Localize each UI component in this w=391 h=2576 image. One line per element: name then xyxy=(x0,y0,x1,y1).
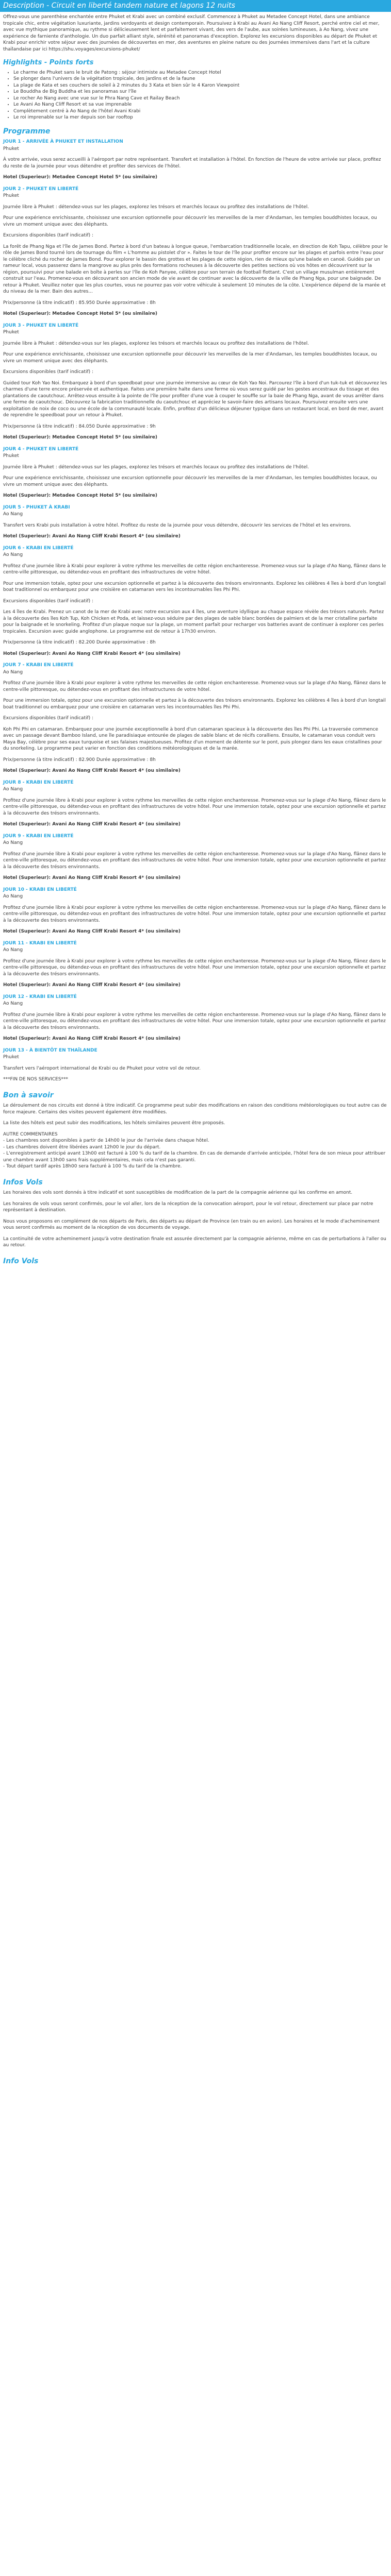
day-hotel: Hotel (Superieur): Metadee Concept Hotel 5* (ou similaire) xyxy=(3,493,158,498)
day-body xyxy=(3,905,388,924)
day-location: Phuket xyxy=(3,193,19,198)
day-location: Phuket xyxy=(3,1055,19,1060)
program-day xyxy=(3,994,388,1042)
highlight-item: • Le roi imprenable sur la mer depuis son bar rooftop xyxy=(13,114,391,121)
day-location: Ao Nang xyxy=(3,1001,23,1006)
conditions-title: AUTRE COMMENTAIRES xyxy=(3,1131,58,1137)
day-paragraph: Profitez d'une journée libre à Krabi pour explorer à votre rythme les merveilles de cette région enchanteresse. Promenez-vous sur la plage d'Ao Nang, flânez dans le centre-ville pittoresque, ou détendez-vous en profitant des infrastructures de votre hôtel. Pour une immersion totale, optez pour une excursion optionnelle et partez à la découverte des trésors environnants. xyxy=(3,798,386,816)
day-paragraph: Pour une expérience enrichissante, choisissez une excursion optionnelle pour découvrir les merveilles de la mer d'Andaman, les temples bouddhistes locaux, ou vivre un moment unique avec des éléphants. xyxy=(3,352,377,364)
day-title: JOUR 3 - PHUKET EN LIBERTÉ xyxy=(3,323,79,328)
day-location: Ao Nang xyxy=(3,669,23,675)
day-body xyxy=(3,1012,388,1031)
day-title: JOUR 5 - PHUKET À KRABI xyxy=(3,504,70,510)
program-day xyxy=(3,323,388,441)
day-title: JOUR 6 - KRABI EN LIBERTÉ xyxy=(3,545,74,551)
program-day xyxy=(3,545,388,657)
day-hotel: Hotel (Superieur): Metadee Concept Hotel 5* (ou similaire) xyxy=(3,435,158,440)
condition-item: - L'enregistrement anticipé avant 13h00 est facturé à 100 % du tarif de la chambre. En cas de demande d'arrivée anticipée, l'hôtel fera de son mieux pour attribuer une chambre avant 13h00 sans frais supplémentaires, mais cela n'est pas garanti. xyxy=(3,1151,386,1163)
program-day xyxy=(3,504,388,540)
day-title: JOUR 12 - KRABI EN LIBERTÉ xyxy=(3,994,77,999)
description-section xyxy=(0,14,391,53)
day-body xyxy=(3,1065,388,1083)
day-hotel: Hotel (Superieur): Avani Ao Nang Cliff Krabi Resort 4* (ou similaire) xyxy=(3,768,181,773)
program-day xyxy=(3,662,388,774)
day-paragraph: Pour une expérience enrichissante, choisissez une excursion optionnelle pour découvrir les merveilles de la mer d'Andaman, les temples bouddhistes locaux, ou vivre un moment unique avec des éléphants. xyxy=(3,476,377,487)
highlight-item: • Le rocher Ao Nang avec une vue sur le Phra Nang Cave et Railay Beach xyxy=(13,95,391,102)
program-day xyxy=(3,887,388,935)
program-days xyxy=(0,139,391,1083)
description-text: Offrez-vous une parenthèse enchantée entre Phuket et Krabi avec un combiné exclusif. Commencez à Phuket au Metadee Concept Hotel, dans une ambiance tropicale chic, entre végétation luxuriante, jardins verdoyants et design contemporain. Poursuivez à Krabi au Avani Ao Nang Cliff Resort, perché entre ciel et mer, avec vue mythique panoramique, au rythme si délicieusement lent et parfaitement vivant, des vers de l'aube, aux soirées lumineuses, à Ao Nang, vivez une expérience de farniente d'anthologie. Un duo parfait alliant style, sérénité et panoramas d'exception. Explorez les excursions disponibles au départ de Phuket et Krabi pour enrichir votre séjour avec des journées de découvertes en mer, des aventures en pleine nature ou des journées immersives dans l'art et la culture thaïlandaise par ici https://shu.voyages/excursions-phuket/ xyxy=(3,14,380,52)
day-location: Ao Nang xyxy=(3,840,23,845)
day-location: Ao Nang xyxy=(3,512,23,517)
highlight-item: • Le Bouddha de Big Buddha et les panoramas sur l'île xyxy=(13,89,391,95)
day-paragraph: Guided tour Koh Yao Noi. Embarquez à bord d'un speedboat pour une journée immersive au cœur de Koh Yao Noi. Parcourez l'île à bord d'un tuk-tuk et découvrez les charmes d'une terre encore préservée et authentique. Faites une première halte dans une ferme où vous serez guidé par les gestes ancestraux du tissage et des plantations de caoutchouc. Arrêtez-vous ensuite à la pointe de l'île pour profiter d'une vue à couper le souffle sur la baie de Phang Nga, avant de vous arrêter dans une ferme de caoutchouc. Découvrez la fabrication traditionnelle du caoutchouc et appréciez le savoir-faire des artisans locaux. Poursuivez ensuite vers une exploitation de noix de coco ou une école de la communauté locale. Enfin, profitez d'un délicieux déjeuner typique dans un restaurant local, en bord de mer, avant de reprendre le speedboat pour un retour à Phuket. xyxy=(3,380,387,418)
day-body xyxy=(3,798,388,817)
day-paragraph: La forêt de Phang Nga et l'île de James Bond. Partez à bord d'un bateau à longue queue, l'embarcation traditionnelle locale, en direction de Koh Tapu, célèbre pour le rôle de James Bond tourné lors de tournage du film « L'homme au pistolet d'or ». Faites le tour de l'île pour profiter encore sur les plages et parfois entre l'eau pour le célèbre cliché du rocher de James Bond. Pour explorer le bassin des grottes et les plages de cette région, rien de mieux qu'une balade en canoë. Guidés par un rameur local, vous passerez dans la mangrove au plus près des formations rocheuses à la découverte des petites sections où vos hôtes en découvrirent sur la région, poursuivi pour une balade en boîte à perles sur l'île de Koh Panyee, célèbre pour son terrain de football flottant. C'est un village musulman entièrement construit sur l'eau. Promenez-vous en découvrant son ancien mode de vie avant de continuer avec la découverte de la ville de Phang Nga, pour une baignade. De retour à Phuket. Veuillez noter que les plus courtes, vous ne pourrez pas voir votre véhicule à seulement 10 minutes de la côte. L'expérience dépend de la marée et du niveau de la mer. Bain des autres... xyxy=(3,244,388,294)
day-location: Phuket xyxy=(3,146,19,151)
day-body xyxy=(3,563,388,646)
day-paragraph: Profitez d'une journée libre à Krabi pour explorer à votre rythme les merveilles de cette région enchanteresse. Promenez-vous sur la plage d'Ao Nang, flânez dans le centre-ville pittoresque, ou détendez-vous en profitant des infrastructures de votre hôtel. Pour une immersion totale, optez pour une excursion optionnelle et partez à la découverte des trésors environnants. xyxy=(3,958,386,977)
program-day xyxy=(3,446,388,499)
day-body xyxy=(3,958,388,978)
day-paragraph: Journée libre à Phuket : détendez-vous sur les plages, explorez les trésors et marchés locaux ou profitez des installations de l'hôtel. xyxy=(3,464,309,470)
day-paragraph: Profitez d'une journée libre à Krabi pour explorer à votre rythme les merveilles de cette région enchanteresse. Promenez-vous sur la plage d'Ao Nang, flânez dans le centre-ville pittoresque, ou détendez-vous en profitant des infrastructures de votre hôtel. xyxy=(3,563,386,575)
conditions-list xyxy=(3,1131,388,1170)
day-paragraph: Transfert vers l'aéroport international de Krabi ou de Phuket pour votre vol de retour. xyxy=(3,1065,201,1071)
day-title: JOUR 1 - ARRIVÉE À PHUKET ET INSTALLATION xyxy=(3,139,123,144)
day-paragraph: Pour une immersion totale, optez pour une excursion optionnelle et partez à la découverte des trésors environnants. Explorez les célèbres 4 îles à bord d'un longtail boat traditionnel ou embarquez pour une croisière en catamaran vers les incontournables îles Phi Phi. xyxy=(3,581,386,592)
day-body xyxy=(3,341,388,430)
program-day xyxy=(3,1047,388,1083)
day-paragraph: Excursions disponibles (tarif indicatif) : xyxy=(3,233,94,238)
day-paragraph: Pour une immersion totale, optez pour une excursion optionnelle et partez à la découverte des trésors environnants. Explorez les célèbres 4 îles à bord d'un longtail boat traditionnel ou embarquez pour une croisière en catamaran vers les incontournables îles Phi Phi. xyxy=(3,698,386,710)
bon-a-savoir-section xyxy=(0,1103,391,1170)
day-location: Ao Nang xyxy=(3,552,23,557)
day-body xyxy=(3,851,388,871)
day-body xyxy=(3,522,388,529)
highlights-list xyxy=(8,70,391,121)
day-paragraph: Pour une expérience enrichissante, choisissez une excursion optionnelle pour découvrir les merveilles de la mer d'Andaman, les temples bouddhistes locaux, ou vivre un moment unique avec des éléphants. xyxy=(3,215,377,227)
day-hotel: Hotel (Superieur): Avani Ao Nang Cliff Krabi Resort 4* (ou similaire) xyxy=(3,1036,181,1041)
day-paragraph: ***FIN DE NOS SERVICES*** xyxy=(3,1077,68,1082)
day-hotel: Hotel (Superieur): Avani Ao Nang Cliff Krabi Resort 4* (ou similaire) xyxy=(3,982,181,988)
day-location: Phuket xyxy=(3,453,19,459)
program-day xyxy=(3,139,388,181)
day-body xyxy=(3,204,388,307)
highlights-title: Highlights - Points forts xyxy=(3,59,94,66)
day-hotel: Hotel (Superieur): Metadee Concept Hotel 5* (ou similaire) xyxy=(3,311,158,316)
day-paragraph: Profitez d'une journée libre à Krabi pour explorer à votre rythme les merveilles de cette région enchanteresse. Promenez-vous sur la plage d'Ao Nang, flânez dans le centre-ville pittoresque, ou détendez-vous en profitant des infrastructures de votre hôtel. Pour une immersion totale, optez pour une excursion optionnelle et partez à la découverte des trésors environnants. xyxy=(3,851,386,870)
day-title: JOUR 11 - KRABI EN LIBERTÉ xyxy=(3,940,77,946)
day-paragraph: Profitez d'une journée libre à Krabi pour explorer à votre rythme les merveilles de cette région enchanteresse. Promenez-vous sur la plage d'Ao Nang, flânez dans le centre-ville pittoresque, ou détendez-vous en profitant des infrastructures de votre hôtel. xyxy=(3,681,386,692)
day-title: JOUR 9 - KRABI EN LIBERTÉ xyxy=(3,833,74,839)
day-paragraph: Journée libre à Phuket : détendez-vous sur les plages, explorez les trésors et marchés locaux ou profitez des installations de l'hôtel. xyxy=(3,341,309,346)
highlight-item: • Se plonger dans l'univers de la végétation tropicale, des jardins et de la faune xyxy=(13,76,391,82)
day-paragraph: Koh Phi Phi en catamaran. Embarquez pour une journée exceptionnelle à bord d'un catamaran spacieux à la découverte des îles Phi Phi. La traversée commence avec un passage devant Bamboo Island, une île paradisiaque entourée de plages de sable blanc et de récifs coralliens. Ensuite, le catamaran vous conduit vers Maya Bay, célèbre pour ses eaux turquoise et ses falaises majestueuses. Profitez d'un moment de détente sur le pont, puis plongez dans les eaux cristallines pour du snorkeling. Le programme peut varier en fonction des conditions météorologiques et de la marée. xyxy=(3,726,382,751)
day-body xyxy=(3,680,388,763)
bon-a-savoir-title: Bon à savoir xyxy=(3,1091,54,1099)
day-hotel: Hotel (Superieur): Avani Ao Nang Cliff Krabi Resort 4* (ou similaire) xyxy=(3,651,181,656)
day-title: JOUR 8 - KRABI EN LIBERTÉ xyxy=(3,779,74,785)
program-day xyxy=(3,186,388,317)
day-body xyxy=(3,464,388,488)
day-paragraph: Excursions disponibles (tarif indicatif) : xyxy=(3,716,94,721)
condition-item: - Les chambres doivent être libérées avant 12h00 le jour du départ. xyxy=(3,1144,161,1150)
day-hotel: Hotel (Superieur): Avani Ao Nang Cliff Krabi Resort 4* (ou similaire) xyxy=(3,534,181,539)
highlight-item: • Complètement centré à Ao Nang de l'hôtel Avani Krabi xyxy=(13,108,391,115)
day-hotel: Hotel (Superieur): Avani Ao Nang Cliff Krabi Resort 4* (ou similaire) xyxy=(3,822,181,827)
description-band: Description - Circuit en liberté tandem nature et lagons 12 nuits xyxy=(0,0,391,12)
day-title: JOUR 7 - KRABI EN LIBERTÉ xyxy=(3,663,74,668)
day-paragraph: Excursions disponibles (tarif indicatif) : xyxy=(3,598,94,604)
condition-item: - Tout départ tardif après 18h00 sera facturé à 100 % du tarif de la chambre. xyxy=(3,1164,182,1169)
day-paragraph: Prix/personne (à titre indicatif) : 84.050 Durée approximative : 9h xyxy=(3,423,156,429)
day-paragraph: Prix/personne (à titre indicatif) : 82.900 Durée approximative : 8h xyxy=(3,757,156,762)
condition-item: - Les chambres sont disponibles à partir de 14h00 le jour de l'arrivée dans chaque hôtel. xyxy=(3,1138,209,1143)
day-paragraph: Les 4 îles de Krabi. Prenez un canot de la mer de Krabi avec notre excursion aux 4 îles, une aventure idyllique au chaque espace révèle des trésors naturels. Partez à la découverte des îles Koh Tup, Koh Chicken et Poda, et laissez-vous séduire par des plages de sable blanc bordées de palmiers et de la mer cristalline parfaite pour la baignade et le snorkeling. Profitez d'un plaque noque sur la plage, un moment parfait pour recharger vos batteries avant de continuer à explorer ces perles tropicales. Excursion avec guide anglophone. Le programme est de retour à 17h30 environ. xyxy=(3,609,384,634)
day-paragraph: À votre arrivée, vous serez accueilli à l'aéroport par notre représentant. Transfert et installation à l'hôtel. En fonction de l'heure de votre arrivée sur place, profitez du reste de la journée pour vous détendre et profiter des services de l'hôtel. xyxy=(3,157,381,169)
day-location: Ao Nang xyxy=(3,894,23,899)
day-paragraph: Transfert vers Krabi puis installation à votre hôtel. Profitez du reste de la journée pour vous détendre, découvrir les services de l'hôtel et les environs. xyxy=(3,522,351,528)
program-day xyxy=(3,833,388,882)
day-paragraph: Prix/personne (à titre indicatif) : 85.950 Durée approximative : 8h xyxy=(3,300,156,306)
bon-a-savoir-paragraph: La liste des hôtels est peut subir des modifications, les hôtels similaires peuvent être proposés. xyxy=(3,1121,225,1126)
day-title: JOUR 4 - PHUKET EN LIBERTÉ xyxy=(3,446,79,452)
day-body xyxy=(3,157,388,170)
day-hotel: Hotel (Superieur): Metadee Concept Hotel 5* (ou similaire) xyxy=(3,175,158,180)
highlight-item: • Le Avani Ao Nang Cliff Resort et sa vue imprenable xyxy=(13,101,391,108)
footer-heading: Info Vols xyxy=(3,1257,39,1265)
day-location: Phuket xyxy=(3,330,19,335)
day-hotel: Hotel (Superieur): Avani Ao Nang Cliff Krabi Resort 4* (ou similaire) xyxy=(3,929,181,934)
highlight-item: • La plage de Kata et ses couchers de soleil à 2 minutes du 3 Kata et bien sûr le 4 Karon Viewpoint xyxy=(13,82,391,89)
day-paragraph: Profitez d'une journée libre à Krabi pour explorer à votre rythme les merveilles de cette région enchanteresse. Promenez-vous sur la plage d'Ao Nang, flânez dans le centre-ville pittoresque, ou détendez-vous en profitant des infrastructures de votre hôtel. Pour une immersion totale, optez pour une excursion optionnelle et partez à la découverte des trésors environnants. xyxy=(3,905,386,923)
bon-a-savoir-paragraph: Le déroulement de nos circuits est donné à titre indicatif. Ce programme peut subir des modifications en raison des conditions météorologiques ou tout autre cas de force majeure. Certains des visites peuvent également être modifiées. xyxy=(3,1103,387,1115)
program-day xyxy=(3,940,388,989)
day-title: JOUR 13 - À BIENTÔT EN THAÏLANDE xyxy=(3,1047,97,1053)
day-hotel: Hotel (Superieur): Avani Ao Nang Cliff Krabi Resort 4* (ou similaire) xyxy=(3,875,181,880)
day-title: JOUR 2 - PHUKET EN LIBERTÉ xyxy=(3,186,79,192)
infos-vols-paragraph: Les horaires des vols sont donnés à titre indicatif et sont susceptibles de modification de la part de la compagnie aérienne qui les confirme en amont. xyxy=(3,1190,353,1195)
day-location: Ao Nang xyxy=(3,947,23,953)
program-title: Programme xyxy=(3,127,51,135)
day-paragraph: Journée libre à Phuket : détendez-vous sur les plages, explorez les trésors et marchés locaux ou profitez des installations de l'hôtel. xyxy=(3,204,309,210)
highlight-item: • Le charme de Phuket sans le bruit de Patong : séjour intimiste au Metadee Concept Hotel xyxy=(13,70,391,76)
program-day xyxy=(3,779,388,828)
infos-vols-title: Infos Vols xyxy=(3,1178,43,1187)
infos-vols-paragraph: Nous vous proposons en complément de nos départs de Paris, des départs au départ de Province (en train ou en avion). Les horaires et le mode d'acheminement vous seront confirmés au moment de la réception de vos documents de voyage. xyxy=(3,1218,380,1230)
infos-vols-paragraph: La continuité de votre acheminement jusqu'à votre destination finale est assurée directement par la compagnie aérienne, même en cas de perturbations à l'aller ou au retour. xyxy=(3,1236,386,1248)
day-paragraph: Prix/personne (à titre indicatif) : 82.200 Durée approximative : 8h xyxy=(3,640,156,645)
day-location: Ao Nang xyxy=(3,787,23,792)
infos-vols-paragraph: Les horaires de vols vous seront confirmés, pour le vol aller, lors de la réception de la convocation aéroport, pour le vol retour, directement sur place par notre représentant à destination. xyxy=(3,1201,373,1213)
day-title: JOUR 10 - KRABI EN LIBERTÉ xyxy=(3,887,77,892)
day-paragraph: Profitez d'une journée libre à Krabi pour explorer à votre rythme les merveilles de cette région enchanteresse. Promenez-vous sur la plage d'Ao Nang, flânez dans le centre-ville pittoresque, ou détendez-vous en profitant des infrastructures de votre hôtel. Pour une immersion totale, optez pour une excursion optionnelle et partez à la découverte des trésors environnants. xyxy=(3,1012,386,1030)
infos-vols-section xyxy=(0,1190,391,1249)
day-paragraph: Excursions disponibles (tarif indicatif) : xyxy=(3,369,94,375)
